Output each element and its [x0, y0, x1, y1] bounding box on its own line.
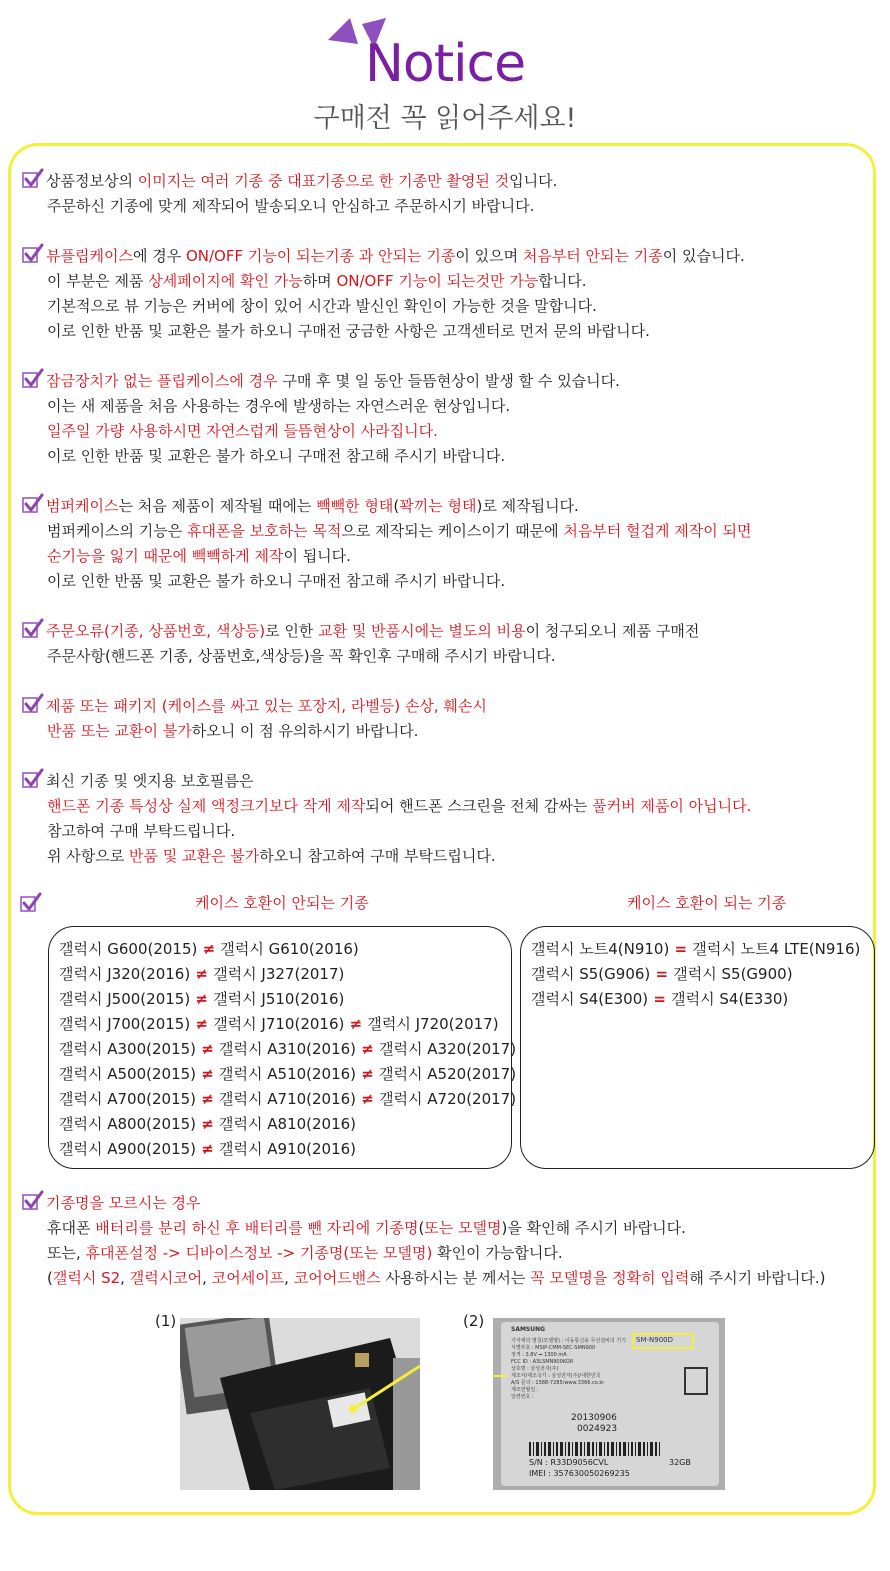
body-text: 상품정보상의 [46, 172, 138, 190]
not-equal-icon: ≠ [196, 1115, 220, 1133]
body-text: 휴대폰 [47, 1219, 96, 1237]
highlight-text: 코어세이프 [211, 1269, 285, 1287]
notice-section [22, 243, 745, 344]
body-text: 참고하여 구매 부탁드립니다. [47, 822, 236, 840]
model-name: 갤럭시 A500(2015) [59, 1065, 197, 1083]
compat-row [59, 987, 511, 1012]
label-line: 기자재의 명칭(모델명) : 이동통신용 무선설비의 기기 [511, 1338, 626, 1344]
model-name: 갤럭시 J510(2016) [213, 990, 345, 1008]
body-text: 이 됩니다. [283, 547, 351, 565]
model-name: 갤럭시 A810(2016) [219, 1115, 357, 1133]
section-heading-line [22, 493, 752, 519]
body-text: 이로 인한 반품 및 교환은 불가 하오니 구매전 참고해 주시기 바랍니다. [47, 447, 506, 465]
notice-section [22, 368, 620, 469]
highlight-text: 휴대폰을 보호하는 목적 [186, 522, 342, 540]
label-line: 제조자/제조국가 : 삼성전자(주)/대한민국 [511, 1373, 601, 1379]
checkbox-icon [22, 493, 44, 515]
model-name: 갤럭시 S5(G906) [531, 965, 651, 983]
compat-row [59, 1062, 517, 1087]
not-equal-icon: ≠ [356, 1065, 380, 1083]
compatible-list [520, 926, 875, 1169]
compat-row [531, 937, 874, 962]
body-text: 확인이 가능합니다. [432, 1244, 563, 1262]
label-line: FCC ID : A3LSMN900KOR [511, 1359, 574, 1365]
checkbox-icon [22, 243, 44, 265]
compat-row [59, 962, 511, 987]
highlight-text: 기종명을 모르시는 경우 [46, 1194, 201, 1212]
compat-row [531, 962, 874, 987]
highlight-text: 또는 모델명 [424, 1219, 502, 1237]
highlight-text: 이미지는 여러 기종 중 대표기종으로 한 기종만 촬영된 것 [137, 172, 510, 190]
model-name: 갤럭시 J720(2017) [367, 1015, 499, 1033]
notice-section [22, 493, 752, 594]
model-name: 갤럭시 A520(2017) [379, 1065, 517, 1083]
not-equal-icon: ≠ [196, 1140, 220, 1158]
section-text-line [22, 444, 620, 469]
body-text: 하오니 참고하여 구매 부탁드립니다. [259, 847, 496, 865]
notice-section [22, 618, 699, 669]
model-name: 갤럭시 A800(2015) [59, 1115, 197, 1133]
body-text: 이 있습니다. [662, 247, 745, 265]
notice-title: Notice [365, 34, 526, 94]
body-text: 주문하신 기종에 맞게 제작되어 발송되오니 안심하고 주문하시기 바랍니다. [47, 197, 535, 215]
section-text-line [22, 1266, 825, 1291]
body-text: 이로 인한 반품 및 교환은 불가 하오니 구매전 참고해 주시기 바랍니다. [47, 572, 506, 590]
label-line: 식별부호 : MSIP-CMM-SEC-SMN900 [511, 1345, 596, 1351]
section-heading-line [22, 768, 751, 794]
not-equal-icon: ≠ [197, 940, 221, 958]
page-subtitle: 구매전 꼭 읽어주세요! [313, 103, 577, 134]
section-text-line [22, 1241, 825, 1266]
body-text: 또는, [47, 1244, 86, 1262]
highlight-text: 꼭 모델명을 정확히 입력 [530, 1269, 690, 1287]
highlight-text: 처음부터 안되는 기종 [522, 247, 663, 265]
model-name: 갤럭시 S4(E300) [531, 990, 649, 1008]
section-text-line [22, 319, 745, 344]
section-text-line [22, 794, 751, 819]
highlight-text: 잠금장치가 없는 플립케이스에 경우 [46, 372, 283, 390]
model-name: 갤럭시 A510(2016) [219, 1065, 357, 1083]
body-text: , [202, 1269, 212, 1287]
compat-row [531, 987, 874, 1012]
highlight-text: 갤럭시 S2 [52, 1269, 121, 1287]
label-date: 20130906 [571, 1413, 617, 1423]
body-text: 으로 제작되는 케이스이기 때문에 [341, 522, 564, 540]
section-text-line [22, 269, 745, 294]
highlight-text: 범퍼케이스 [46, 497, 119, 515]
not-equal-icon: ≠ [190, 990, 214, 1008]
label-line: A/S 문의 : 1588-7285/www.3366.co.kr [511, 1380, 605, 1386]
not-equal-icon: ≠ [196, 1040, 220, 1058]
checkbox-icon [22, 693, 44, 715]
body-text: 주문사항(핸드폰 기종, 상품번호,색상등)을 꼭 확인후 구매해 주시기 바랍니다. [47, 647, 556, 665]
highlight-text: 일주일 가량 사용하시면 자연스럽게 들뜸현상이 사라집니다. [47, 422, 438, 440]
not-equal-icon: ≠ [190, 965, 214, 983]
body-text: , [284, 1269, 294, 1287]
section-text-line [22, 844, 751, 869]
model-name: 갤럭시 J710(2016) [213, 1015, 345, 1033]
photo-1-label: (1) [155, 1312, 177, 1330]
highlight-text: 처음부터 헐겁게 제작이 되면 [563, 522, 752, 540]
section-text-line [22, 394, 620, 419]
section-heading-line [22, 618, 699, 644]
not-compatible-title: 케이스 호환이 안되는 기종 [195, 894, 369, 912]
body-text: 위 사항으로 [47, 847, 129, 865]
compat-row [59, 1012, 511, 1037]
model-name: 갤럭시 A310(2016) [219, 1040, 357, 1058]
model-name: 갤럭시 A900(2015) [59, 1140, 197, 1158]
model-name: 갤럭시 노트4 LTE(N916) [692, 940, 861, 958]
highlight-text: 순기능을 잃기 때문에 빽빽하게 제작 [47, 547, 284, 565]
checkbox-icon [22, 168, 44, 190]
not-equal-icon: ≠ [190, 1015, 214, 1033]
model-name: 갤럭시 S4(E330) [671, 990, 789, 1008]
not-equal-icon: = [650, 965, 674, 983]
body-text: 이로 인한 반품 및 교환은 불가 하오니 구매전 궁금한 사항은 고객센터로 먼저 문의 바랍니다. [47, 322, 650, 340]
section-text-line [22, 644, 699, 669]
section-text-line [22, 719, 487, 744]
phone-battery-photo [180, 1318, 420, 1490]
section-text-line [22, 819, 751, 844]
body-text: 합니다. [538, 272, 587, 290]
label-serial: 0024923 [577, 1424, 618, 1434]
model-name: 갤럭시 J700(2015) [59, 1015, 191, 1033]
body-text: 범퍼케이스의 기능은 [47, 522, 187, 540]
highlight-text: 주문오류(기종, 상품번호, 색상등) [46, 622, 266, 640]
body-text: 이 있으며 [455, 247, 523, 265]
not-equal-icon: ≠ [356, 1040, 380, 1058]
body-text: 사용하시는 분 께서는 [380, 1269, 531, 1287]
label-line: 제조연월일 : [511, 1387, 539, 1393]
highlight-text: 반품 및 교환은 불가 [129, 847, 260, 865]
checkbox-icon [22, 368, 44, 390]
label-imei: IMEI : 357630050269235 [529, 1469, 630, 1478]
section-heading-line [22, 1190, 825, 1216]
section-text-line [22, 1216, 825, 1241]
not-equal-icon: = [669, 940, 693, 958]
label-text-lines [511, 1338, 626, 1401]
body-text: 로 인한 [265, 622, 319, 640]
model-name: 갤럭시 A700(2015) [59, 1090, 197, 1108]
notice-section [22, 693, 487, 744]
body-text: 는 처음 제품이 제작될 때에는 [118, 497, 317, 515]
compat-row [59, 937, 511, 962]
highlight-text: 꽉끼는 형태 [399, 497, 477, 515]
section-text-line [22, 569, 752, 594]
not-equal-icon: ≠ [344, 1015, 368, 1033]
battery-label-photo [493, 1318, 725, 1490]
notice-section [22, 768, 751, 869]
compat-check-icon [20, 892, 44, 914]
compat-row [59, 1037, 517, 1062]
section-text-line [22, 294, 745, 319]
not-equal-icon: = [648, 990, 672, 1008]
section-heading-line [22, 693, 487, 719]
body-text: 하며 [302, 272, 337, 290]
model-name: 갤럭시 J327(2017) [213, 965, 345, 983]
model-name: 갤럭시 S5(G900) [673, 965, 793, 983]
header [0, 0, 890, 140]
body-text: 에 경우 [132, 247, 186, 265]
body-text: 되어 핸드폰 스크린을 전체 감싸는 [365, 797, 593, 815]
not-equal-icon: ≠ [196, 1065, 220, 1083]
section-text-line [22, 419, 620, 444]
model-name-section [22, 1190, 825, 1291]
label-model: SM-N900D [636, 1336, 673, 1344]
section-text-line [22, 544, 752, 569]
label-sn: S/N : R33D9056CVL [529, 1458, 609, 1467]
model-name: 갤럭시 A720(2017) [379, 1090, 517, 1108]
not-compatible-list [48, 926, 517, 1169]
model-name: 갤럭시 J500(2015) [59, 990, 191, 1008]
section-text-line [22, 519, 752, 544]
section-heading-line [22, 243, 745, 269]
model-name: 갤럭시 G600(2015) [59, 940, 198, 958]
highlight-text: 상세페이지에 확인 가능 [148, 272, 303, 290]
highlight-text: 코어어드밴스 [293, 1269, 381, 1287]
body-text: 입니다. [509, 172, 558, 190]
compat-row [59, 1137, 511, 1162]
label-line: 정격 : 3.8V ⎓ 1300 mA [511, 1352, 567, 1358]
section-text-line [22, 194, 557, 219]
label-line: 상호명 : 삼성전자(주) [511, 1366, 559, 1372]
checkbox-icon [22, 768, 44, 790]
body-text: ( [47, 1269, 53, 1287]
highlight-text: ON/OFF 기능이 되는것만 가능 [336, 272, 539, 290]
highlight-text: 핸드폰 기종 특성상 실제 액정크기보다 작게 제작 [47, 797, 366, 815]
highlight-text: 빽빽한 형태 [316, 497, 394, 515]
highlight-text: 갤럭시코어 [129, 1269, 203, 1287]
highlight-text: 휴대폰설정 -> 디바이스정보 -> 기종명(또는 모델명) [85, 1244, 433, 1262]
highlight-text: 배터리를 분리 하신 후 배터리를 뺀 자리에 기종명 [95, 1219, 419, 1237]
body-text: )을 확인해 주시기 바랍니다. [501, 1219, 686, 1237]
body-text: 구매 후 몇 일 동안 들뜸현상이 발생 할 수 있습니다. [282, 372, 620, 390]
model-name: 갤럭시 A710(2016) [219, 1090, 357, 1108]
label-brand: SAMSUNG [511, 1326, 546, 1333]
checkbox-icon [22, 618, 44, 640]
body-text: 최신 기종 및 엣지용 보호필름은 [46, 772, 254, 790]
phone-battery-illustration [180, 1318, 420, 1490]
body-text: ( [418, 1219, 425, 1237]
body-text: )로 제작됩니다. [476, 497, 579, 515]
model-name: 갤럭시 A320(2017) [379, 1040, 517, 1058]
body-text: 이는 새 제품을 처음 사용하는 경우에 발생하는 자연스러운 현상입니다. [47, 397, 511, 415]
highlight-text: 제품 또는 패키지 (케이스를 싸고 있는 포장지, 라벨등) 손상, 훼손시 [46, 697, 487, 715]
checkbox-icon [20, 892, 42, 914]
compat-row [59, 1112, 511, 1137]
model-name: 갤럭시 J320(2016) [59, 965, 191, 983]
body-text: ( [393, 497, 400, 515]
highlight-text: 반품 또는 교환이 불가 [47, 722, 192, 740]
highlight-text: ON/OFF 기능이 되는기종 과 안되는 기종 [185, 247, 456, 265]
label-capacity: 32GB [669, 1458, 691, 1467]
section-heading-line [22, 168, 557, 194]
not-equal-icon: ≠ [356, 1090, 380, 1108]
body-text: 이 청구되오니 제품 구매전 [525, 622, 700, 640]
model-name: 갤럭시 G610(2016) [220, 940, 359, 958]
highlight-text: 교환 및 반품시에는 별도의 비용 [318, 622, 526, 640]
not-equal-icon: ≠ [196, 1090, 220, 1108]
body-text: 기본적으로 뷰 기능은 커버에 창이 있어 시간과 발신인 확인이 가능한 것을 말합니다. [47, 297, 597, 315]
body-text: 해 주시기 바랍니다.) [689, 1269, 826, 1287]
checkbox-icon [22, 1190, 44, 1212]
notice-section [22, 168, 557, 219]
model-name: 갤럭시 A300(2015) [59, 1040, 197, 1058]
label-line: 일련번호 : [511, 1394, 534, 1400]
body-text: 하오니 이 점 유의하시기 바랍니다. [191, 722, 419, 740]
body-text: 이 부분은 제품 [47, 272, 149, 290]
highlight-text: 뷰플립케이스 [46, 247, 133, 265]
compat-row [59, 1087, 517, 1112]
body-text: , [120, 1269, 130, 1287]
photo-2-label: (2) [463, 1312, 485, 1330]
model-name: 갤럭시 노트4(N910) [531, 940, 670, 958]
section-heading-line [22, 368, 620, 394]
model-name: 갤럭시 A910(2016) [219, 1140, 357, 1158]
highlight-text: 풀커버 제품이 아닙니다. [592, 797, 752, 815]
compatible-title: 케이스 호환이 되는 기종 [627, 894, 787, 912]
